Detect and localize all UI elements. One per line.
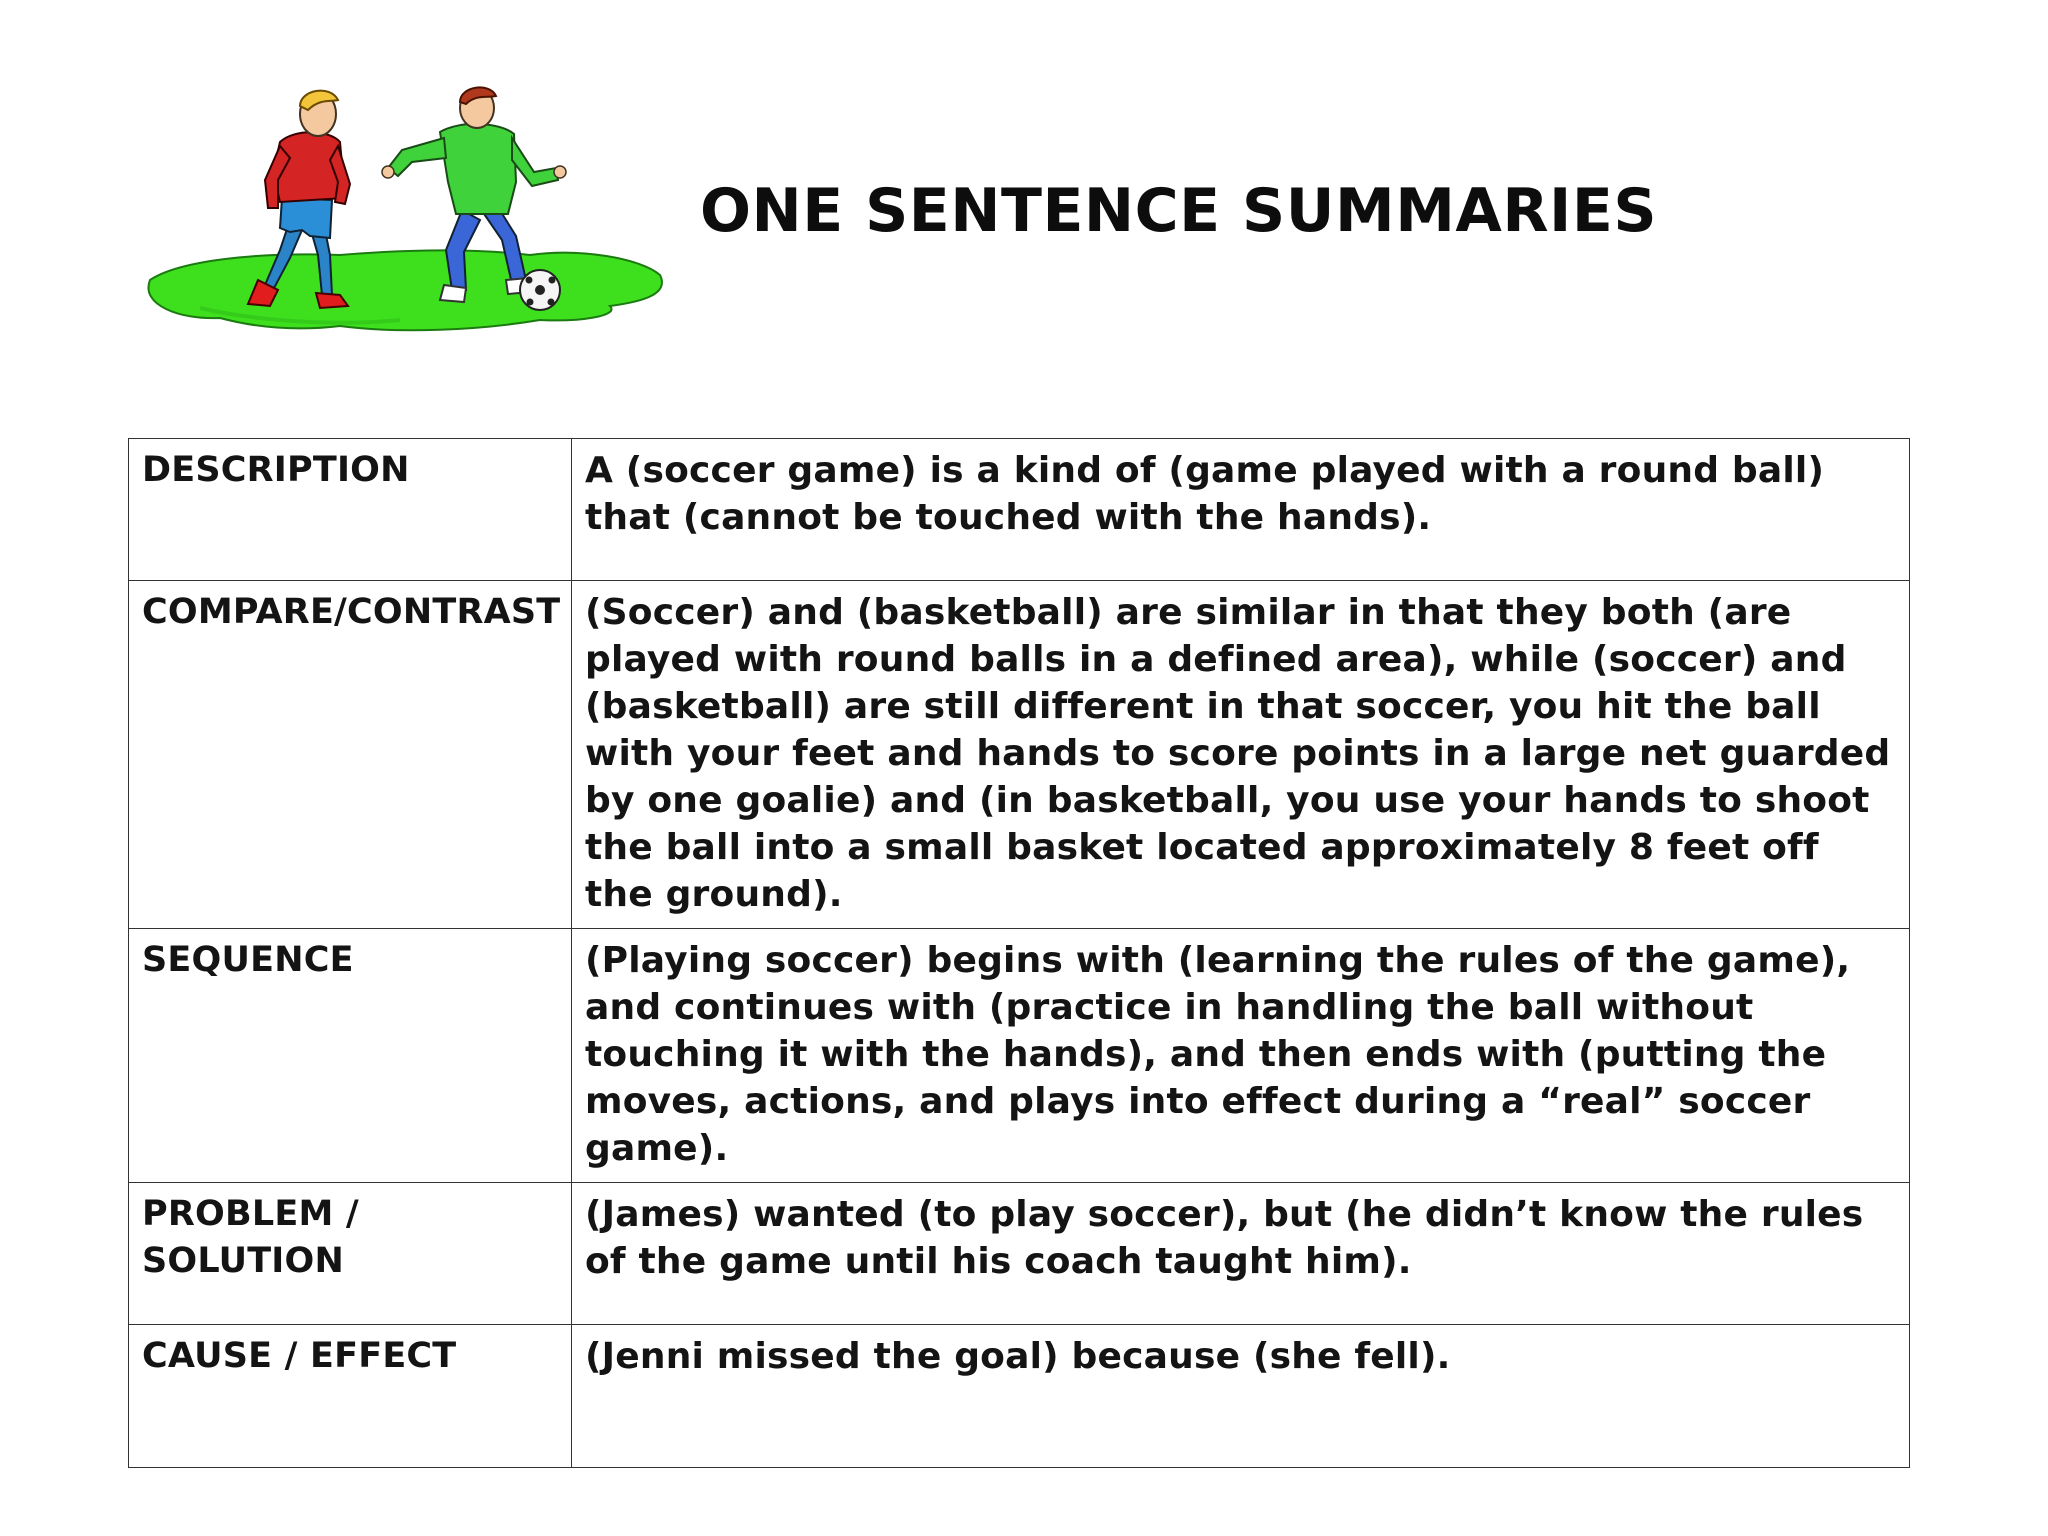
summary-sentence: A (soccer game) is a kind of (game played with a round ball) that (cannot be touched with the hands). <box>572 439 1910 581</box>
table-row <box>129 439 1910 581</box>
table-row <box>129 1325 1910 1468</box>
page-title: ONE SENTENCE SUMMARIES <box>700 176 1658 246</box>
summary-type-label: SEQUENCE <box>129 929 572 1183</box>
soccer-players-illustration <box>140 80 680 360</box>
summary-type-label: PROBLEM / SOLUTION <box>129 1183 572 1325</box>
summary-sentence: (Soccer) and (basketball) are similar in that they both (are played with round balls in a defined area), while (soccer) and (basketball) are still different in that soccer, you hit the ball with your feet and hands to score points in a large net guarded by one goalie) and (in basketball, you use your hands to shoot the ball into a small basket located approximately 8 feet off the ground). <box>572 581 1910 929</box>
soccer-ball-icon <box>520 270 560 310</box>
summary-sentence: (James) wanted (to play soccer), but (he didn’t know the rules of the game until his coach taught him). <box>572 1183 1910 1325</box>
summary-table <box>128 438 1910 1468</box>
summary-type-label: COMPARE/CONTRAST <box>129 581 572 929</box>
table-row <box>129 581 1910 929</box>
summary-sentence: (Playing soccer) begins with (learning the rules of the game), and continues with (practice in handling the ball without touching it with the hands), and then ends with (putting the moves, actions, and plays into effect during a “real” soccer game). <box>572 929 1910 1183</box>
table-row <box>129 1183 1910 1325</box>
summary-type-label: CAUSE / EFFECT <box>129 1325 572 1468</box>
table-row <box>129 929 1910 1183</box>
grass-patch <box>148 250 662 330</box>
summary-type-label: DESCRIPTION <box>129 439 572 581</box>
summary-sentence: (Jenni missed the goal) because (she fell). <box>572 1325 1910 1468</box>
